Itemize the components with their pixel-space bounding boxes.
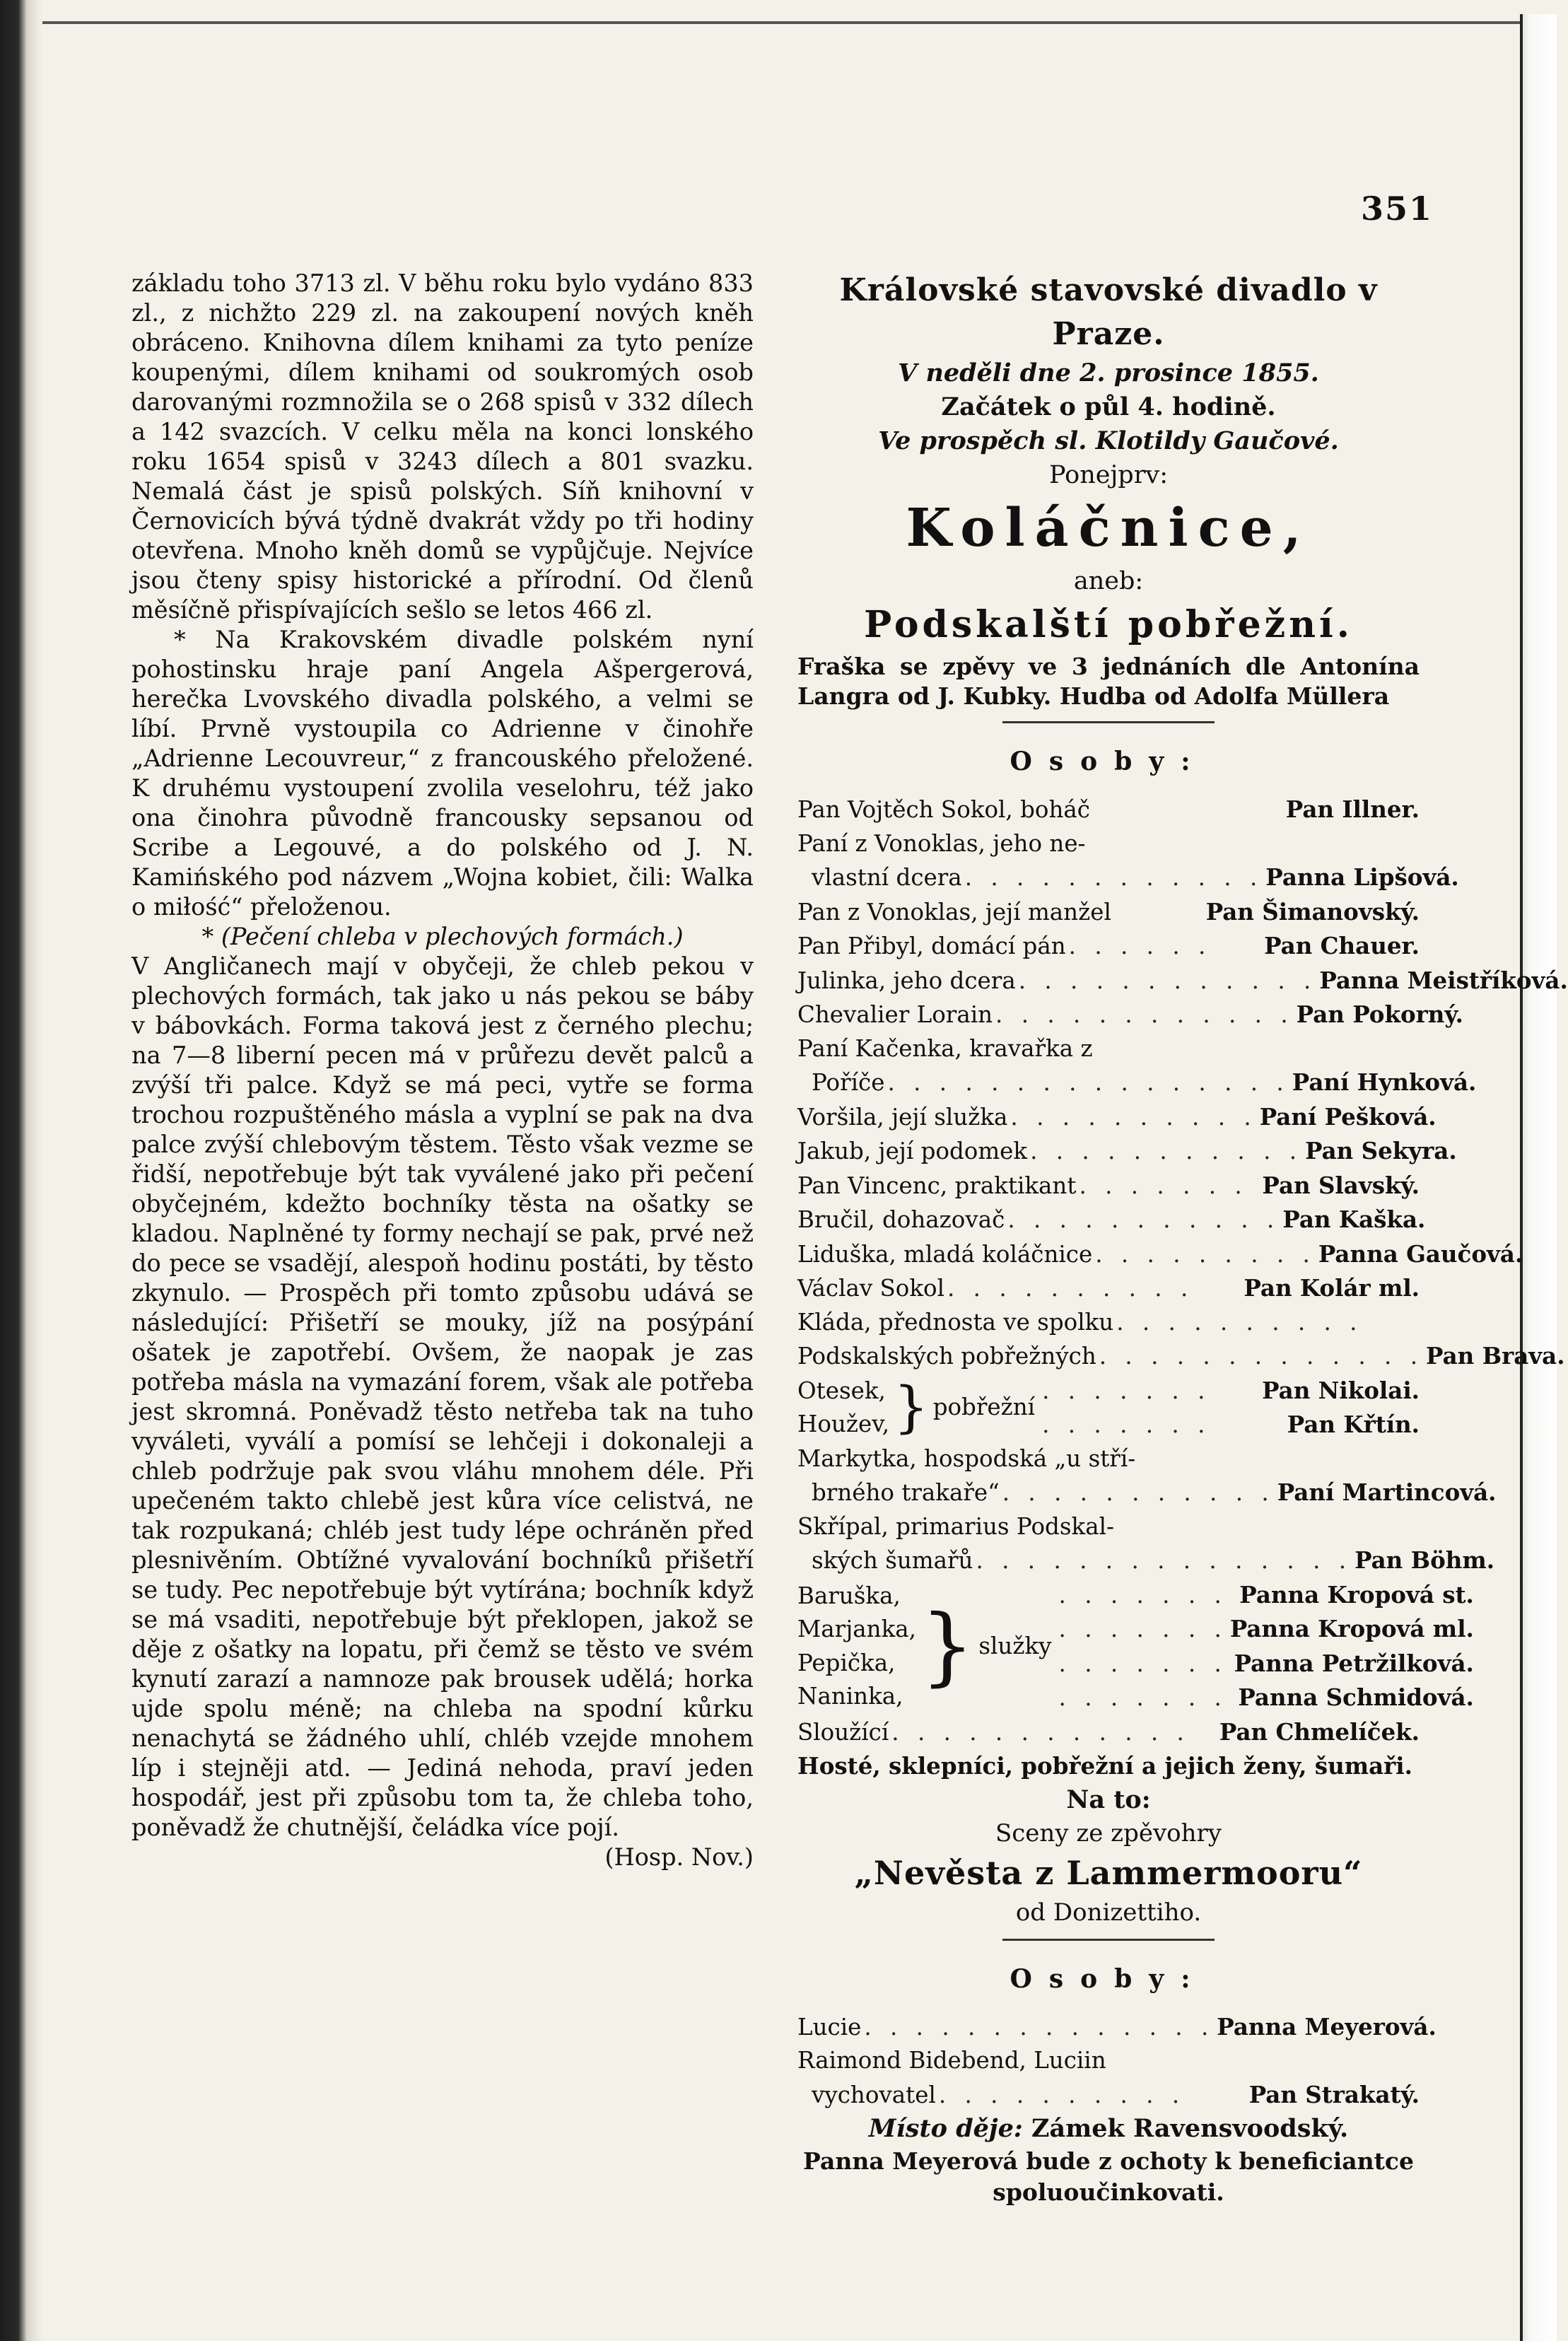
cast-actor: Panna Petržilková. (1234, 1649, 1474, 1677)
leader-dots: . . . . . . . . . . (938, 2081, 1186, 2108)
cast-role: Kláda, přednosta ve spolku (797, 1308, 1114, 1336)
opera-composer: od Donizettiho. (1015, 1898, 1202, 1927)
cast-role: Poříče (812, 1069, 885, 1096)
leader-dots: . . . . . . . . . . . (1002, 1479, 1275, 1506)
cast-row (797, 1100, 1437, 1135)
brace-names (797, 1374, 889, 1442)
cast-actor: Pan Sekyra. (1305, 1137, 1457, 1164)
play-title: Koláčnice, (906, 498, 1311, 559)
leader-dots: . . . . . . . . . . . . . . (864, 2013, 1215, 2041)
cast-role: Houžev, (797, 1411, 890, 1437)
cast-actor: Panna Lipšová. (1265, 863, 1459, 891)
cast-role: Pan Vincenc, praktikant (797, 1172, 1077, 1199)
cast-role: Marjanka, (797, 1616, 916, 1642)
cast-role: Jakub, její podomek (797, 1138, 1028, 1164)
bread-article-heading: * (Pečení chleba v plechových formách.) (201, 923, 684, 950)
cast-role: Paní z Vonoklas, jeho ne- (797, 829, 1086, 857)
cast-row (797, 793, 1420, 827)
cast-row (797, 2078, 1420, 2113)
cast-role: ských šumařů (812, 1547, 973, 1574)
cast-actor: Panna Meistříková. (1319, 966, 1568, 994)
cast-actor: Panna Kropová ml. (1229, 1615, 1474, 1642)
cast-row (1056, 1612, 1474, 1647)
cast-role: Podskalských pobřežných (797, 1343, 1096, 1370)
cast-row (797, 1510, 1420, 1544)
brace-label: služky (978, 1632, 1052, 1659)
brace-label: pobřežní (932, 1394, 1036, 1421)
cast-row (797, 1169, 1420, 1203)
cast-row (797, 1339, 1565, 1374)
cast-row (797, 1306, 1420, 1340)
benefit-line: Ve prospěch sl. Klotildy Gaučové. (878, 426, 1339, 455)
top-rule (42, 21, 1520, 24)
cast-actor: Paní Martincová. (1277, 1478, 1497, 1506)
cast-role: Markytka, hospodská „u stří- (797, 1444, 1136, 1472)
cast-row (797, 964, 1568, 998)
opera-title: „Nevěsta z Lammermooru“ (854, 1853, 1363, 1892)
cast-actor: Paní Hynková. (1292, 1068, 1477, 1096)
bread-article-body: V Angličanech mají v obyčeji, že chleb pekou v plechových formách, tak jako u nás pekou se báby v bábovkách. Forma taková jest z černého plechu; na 7—8 liberní pecen má v průřezu devět palců a zvýší tři palce. Když se má peci, vytře se forma trochou rozpuštěného másla a vyplní se pak na dva palce zvýší chlebovým těstem. Těsto však vezme se řidší, nepotřebuje být tak vyválené jako při pečení obyčejném, kdežto bochníky těsta na ošatky se kladou. Naplněné ty formy nechají se pak, prvé než do pece se vsadějí, alespoň hodinu postáti, by těsto zkynulo. — Prospěch při tomto způsobu udává se následující: Přišetří se mouky, jíž na posýpání ošatek je zapotřebí. Ovšem, že naopak je zas potřeba másla na vymazání forem, však ale potřeba jest skromná. Poněvadž těsto netřeba tak na tuho vyváleti, vyválí a pomísí se lehčeji i dokonaleji a chleb podržuje pak svou vláhu mnohem déle. Při upečeném takto chlebě jest kůra více celistvá, ne tak rozpukaná; chléb jest tudy lépe ochráněn před plesnivěním. Obtížné vyvalování bochníků přišetří se tudy. Pec nepotřebuje být vytírána; bochník když se má vsaditi, nepotřebuje být překlopen, jakož se děje z ošatky na lopatu, při čemž se těsto ve svém kynutí zarazí a namnoze pak brousek udělá; horka ujde spolu méně; na chleba na spodní kůrku nenachytá se žádného uhlí, chléb vzejde mnohem líp i stejněji atd. — Jediná nehoda, praví jeden hospodář, jest při způsobu tom ta, že chleba toho, poněvadž že chutnější, čeládka více pojí. (131, 952, 754, 1841)
leader-dots: . . . . . . . (1058, 1684, 1227, 1711)
cast-row (1039, 1374, 1420, 1408)
cast-actor: Panna Meyerová. (1217, 2012, 1437, 2041)
leader-dots: . . . . . . . . . (1095, 1240, 1316, 1268)
leader-dots: . . . . . . . . . . . . (964, 864, 1263, 891)
cast-row (797, 895, 1420, 930)
leader-dots: . . . . . . . . . . . . . . . (976, 1547, 1352, 1574)
aneb-label: aneb: (1073, 567, 1144, 595)
leader-dots: . . . . . . . . . . . . . . . . (887, 1069, 1289, 1096)
cast-row (1056, 1647, 1474, 1681)
cast-row (797, 998, 1463, 1032)
cast-actor: Pan Nikolai. (1262, 1376, 1420, 1404)
scene-location (797, 2112, 1420, 2146)
cast-role: Pan Vojtěch Sokol, boháč (797, 796, 1090, 823)
brace-actors (1056, 1578, 1474, 1715)
cast-row (1056, 1578, 1474, 1613)
cast-actor: Pan Böhm. (1355, 1546, 1495, 1574)
cast-role: Sloužící (797, 1718, 889, 1746)
cast-heading: Osoby: (1010, 747, 1207, 776)
cast-list (797, 793, 1568, 1783)
cast-actor: Pan Slavský. (1262, 1171, 1420, 1199)
cast-role: Liduška, mladá koláčnice (797, 1240, 1093, 1268)
play-description: Fraška se zpěvy ve 3 jednáních dle Antonína Langra od J. Kubky. Hudba od Adolfa Müllera (797, 653, 1420, 710)
cast-role: brného trakaře“ (812, 1479, 1000, 1506)
cast-row (797, 1066, 1477, 1100)
cast-row (797, 1134, 1457, 1169)
library-paragraph: základu toho 3713 zl. V běhu roku bylo vydáno 833 zl., z nichžto 229 zl. na zakoupení nových kněh obráceno. Knihovna dílem knihami za tyto peníze koupenými, dílem knihami od soukromých osob darovanými rozmnožila se o 268 spisů v 332 dílech a 142 svazcích. V celku měla na konci lonského roku 1654 spisů v 3243 dílech a 801 svazku. Nemalá část je spisů polských. Síň knihovní v Černovicích bývá týdně dvakrát vždy po tři hodiny otevřena. Mnoho kněh domů se vypůjčuje. Nejvíce jsou čteny spisy historické a přírodní. Od členů měsíčně přispívajících sešlo se letos 466 zl. (131, 269, 754, 624)
cast-row (797, 1442, 1420, 1476)
play-subtitle: Podskalští pobřežní. (864, 603, 1353, 646)
cast-actor: Paní Pešková. (1259, 1102, 1437, 1131)
cast-role: Skřípal, primarius Podskal- (797, 1512, 1114, 1540)
opera-cast-list (797, 2010, 1437, 2113)
cast-actor: Pan Brava. (1426, 1342, 1565, 1370)
leader-dots: . . . . . . . (1058, 1581, 1227, 1609)
cast-brace-group (797, 1374, 1420, 1442)
cast-row (797, 1543, 1495, 1578)
leader-dots: . . . . . . . (1042, 1377, 1211, 1404)
cast-role: Julinka, jeho dcera (797, 967, 1016, 994)
cast-role: Bručil, dohazovač (797, 1206, 1005, 1233)
cast-row (797, 1203, 1426, 1237)
opera-scenes-label: Sceny ze zpěvohry (995, 1818, 1222, 1847)
cast-actor: Pan Illner. (1285, 795, 1420, 823)
first-time-label: Ponejprv: (1048, 461, 1168, 489)
cast-row (797, 1476, 1497, 1510)
page-number: 351 (1361, 189, 1434, 228)
cast-row (797, 1271, 1420, 1306)
cast-row (797, 1237, 1523, 1272)
brace-glyph: } (894, 1376, 929, 1440)
cast-actor: Panna Gaučová. (1318, 1239, 1523, 1268)
cast-extras: Hosté, sklepníci, pobřežní a jejich ženy, šumaři. (797, 1752, 1412, 1780)
cast-actor: Pan Křtín. (1287, 1411, 1420, 1438)
leader-dots: . . . . . . . . . . . . (995, 1001, 1294, 1028)
right-column (797, 269, 1568, 2208)
page-binding-shadow (0, 0, 42, 2341)
cast-actor: Pan Chmelíček. (1219, 1717, 1420, 1746)
divider (1002, 1939, 1215, 1941)
divider (1002, 721, 1215, 723)
leader-dots: . . . . . . . . . . . . (1018, 967, 1317, 994)
brace-actors (1039, 1374, 1420, 1442)
cast-actor: Panna Schmidová. (1238, 1683, 1474, 1711)
cast-row (797, 2010, 1437, 2045)
cast-role: vlastní dcera (812, 864, 962, 891)
leader-dots: . . . . . . . . . . . . (891, 1718, 1190, 1746)
brace-glyph: } (920, 1596, 975, 1695)
cast-row (797, 2044, 1420, 2078)
cast-role: Chevalier Lorain (797, 1001, 993, 1028)
opera-cast-heading: Osoby: (1010, 1963, 1207, 1994)
page-edge (1520, 14, 1557, 2341)
cast-role: Naninka, (797, 1683, 903, 1710)
performance-date: V neděli dne 2. prosince 1855. (898, 358, 1319, 387)
cast-actor: Pan Pokorný. (1296, 1000, 1463, 1028)
then-label: Na to: (1066, 1785, 1151, 1814)
cast-role: Pan Přibyl, domácí pán (797, 933, 1066, 959)
cast-row (797, 1715, 1420, 1750)
cast-actor: Pan Chauer. (1264, 932, 1420, 959)
cast-row (1056, 1681, 1474, 1715)
cast-row (797, 929, 1420, 964)
leader-dots: . . . . . . . . . . . . . (1099, 1343, 1424, 1370)
left-column (131, 269, 754, 1872)
cast-row (797, 860, 1459, 895)
brace-names (797, 1580, 916, 1714)
cast-actor: Panna Kropová st. (1239, 1580, 1474, 1609)
cast-role: Lucie (797, 2013, 862, 2041)
leader-dots: . . . . . . . (1079, 1172, 1248, 1199)
leader-dots: . . . . . . . . . . . (1007, 1206, 1280, 1233)
leader-dots: . . . . . . . (1058, 1616, 1227, 1642)
cast-actor: Pan Kaška. (1282, 1205, 1426, 1233)
cast-brace-group (797, 1578, 1474, 1715)
closing-notice: Panna Meyerová bude z ochoty k beneficiantce spoluoučinkovati. (803, 2147, 1414, 2206)
cast-row (797, 1749, 1420, 1783)
leader-dots: . . . . . . . . . . (947, 1275, 1194, 1302)
cast-role: vychovatel (812, 2081, 936, 2108)
cast-actor: Pan Kolár ml. (1244, 1274, 1420, 1302)
cast-role: Pepička, (797, 1649, 896, 1676)
theatre-name: Královské stavovské divadlo v Praze. (839, 272, 1378, 352)
cast-row (797, 827, 1420, 861)
start-time: Začátek o půl 4. hodině. (941, 392, 1276, 421)
leader-dots: . . . . . . (1068, 933, 1212, 959)
leader-dots: . . . . . . . (1058, 1650, 1227, 1677)
krakow-paragraph: * Na Krakovském divadle polském nyní pohostinsku hraje paní Angela Ašpergerová, herečka Lvovského divadla polského, a velmi se líbí. Prvně vystoupila co Adrienne v činohře „Adrienne Lecouvreur,“ z francouského přeložené. K druhému vystoupení zvolila veselohru, též jako ona činohra původně francousky sepsanou od Scribe a Legouvé, a do polského od J. N. Kamińského pod názvem „Wojna kobiet, čili: Walka o miłość“ přeloženou. (131, 626, 754, 921)
cast-role: Václav Sokol (797, 1275, 945, 1302)
cast-role: Raimond Bidebend, Luciin (797, 2047, 1106, 2074)
article-source: (Hosp. Nov.) (604, 1843, 754, 1871)
leader-dots: . . . . . . . . . . . (1030, 1138, 1303, 1164)
cast-role: Pan z Vonoklas, její manžel (797, 898, 1111, 926)
cast-role: Baruška, (797, 1582, 901, 1609)
cast-actor: Pan Šimanovský. (1205, 897, 1420, 926)
cast-row (797, 1032, 1420, 1066)
leader-dots: . . . . . . . . . . (1116, 1308, 1363, 1336)
leader-dots: . . . . . . . . . . (1010, 1103, 1257, 1131)
scene-location-label: Místo děje: (868, 2114, 1023, 2143)
cast-actor: Pan Strakatý. (1248, 2080, 1420, 2108)
cast-role: Otesek, (797, 1377, 886, 1404)
scene-location-value: Zámek Ravensvoodský. (1031, 2114, 1349, 2143)
cast-row (1039, 1408, 1420, 1442)
cast-role: Voršila, její služka (797, 1103, 1008, 1131)
leader-dots: . . . . . . . (1042, 1411, 1211, 1438)
cast-role: Paní Kačenka, kravařka z (797, 1034, 1093, 1062)
